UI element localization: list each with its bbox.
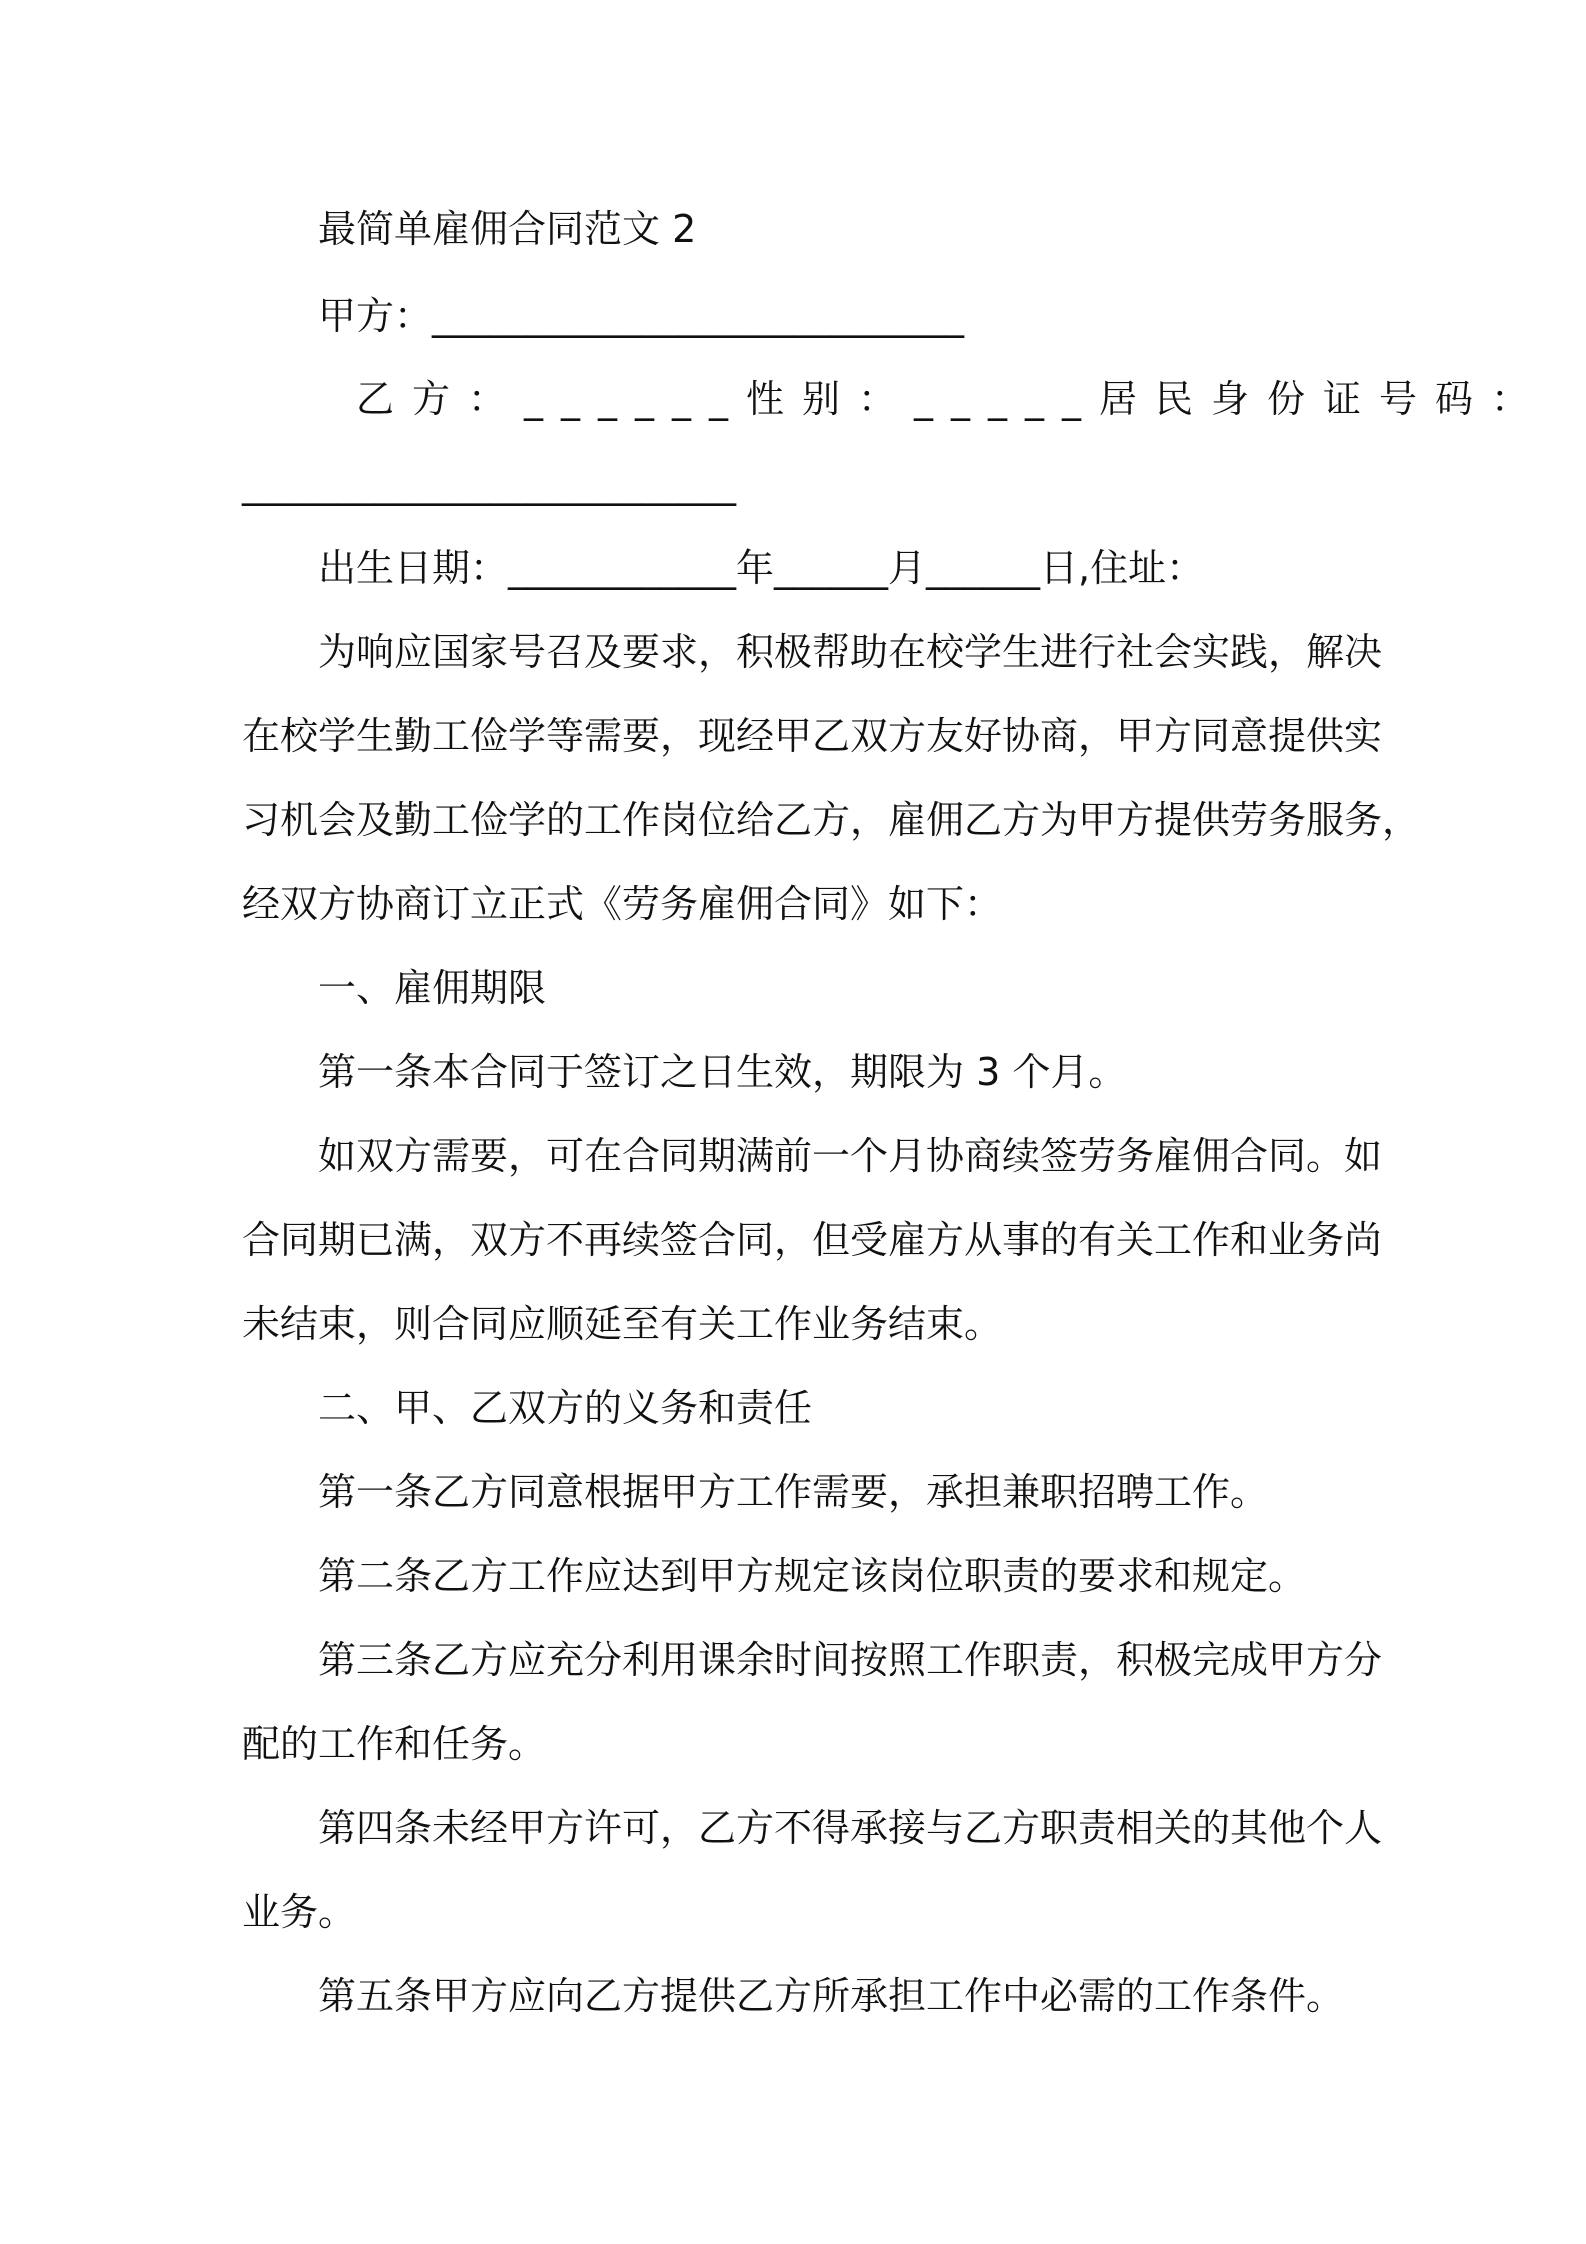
section-2-article-5: 第五条甲方应向乙方提供乙方所承担工作中必需的工作条件。 [318,1974,1345,2018]
section-2-heading: 二、甲、乙双方的义务和责任 [318,1386,813,1430]
section-2-article-4-line-1: 第四条未经甲方许可，乙方不得承接与乙方职责相关的其他个人 [318,1806,1383,1850]
id-number-blank: __________________________ [242,462,736,506]
section-2-article-3-line-1: 第三条乙方应充分利用课余时间按照工作职责，积极完成甲方分 [318,1638,1383,1682]
section-2-article-4-line-2: 业务。 [242,1890,357,1934]
party-a-line: 甲方：____________________________ [318,294,965,338]
party-b-line: 乙方：______性别：_____居民身份证号码： [356,377,1548,421]
section-1-heading: 一、雇佣期限 [318,966,547,1010]
section-1-renewal-line-3: 未结束，则合同应顺延至有关工作业务结束。 [242,1302,1003,1346]
document-title: 最简单雇佣合同范文 2 [318,207,697,251]
section-2-article-2: 第二条乙方工作应达到甲方规定该岗位职责的要求和规定。 [318,1554,1307,1598]
intro-line-4: 经双方协商订立正式《劳务雇佣合同》如下： [242,882,1003,926]
intro-line-1: 为响应国家号召及要求，积极帮助在校学生进行社会实践，解决 [318,630,1383,674]
section-1-article-1: 第一条本合同于签订之日生效，期限为 3 个月。 [318,1050,1127,1094]
section-1-renewal-line-1: 如双方需要，可在合同期满前一个月协商续签劳务雇佣合同。如 [318,1134,1383,1178]
section-2-article-3-line-2: 配的工作和任务。 [242,1722,547,1766]
birth-date-line: 出生日期：____________年______月______日,住址： [318,546,1205,590]
section-1-renewal-line-2: 合同期已满，双方不再续签合同，但受雇方从事的有关工作和业务尚 [242,1218,1383,1262]
intro-line-2: 在校学生勤工俭学等需要，现经甲乙双方友好协商，甲方同意提供实 [242,714,1383,758]
section-2-article-1: 第一条乙方同意根据甲方工作需要，承担兼职招聘工作。 [318,1470,1269,1514]
intro-line-3: 习机会及勤工俭学的工作岗位给乙方，雇佣乙方为甲方提供劳务服务， [242,798,1421,842]
